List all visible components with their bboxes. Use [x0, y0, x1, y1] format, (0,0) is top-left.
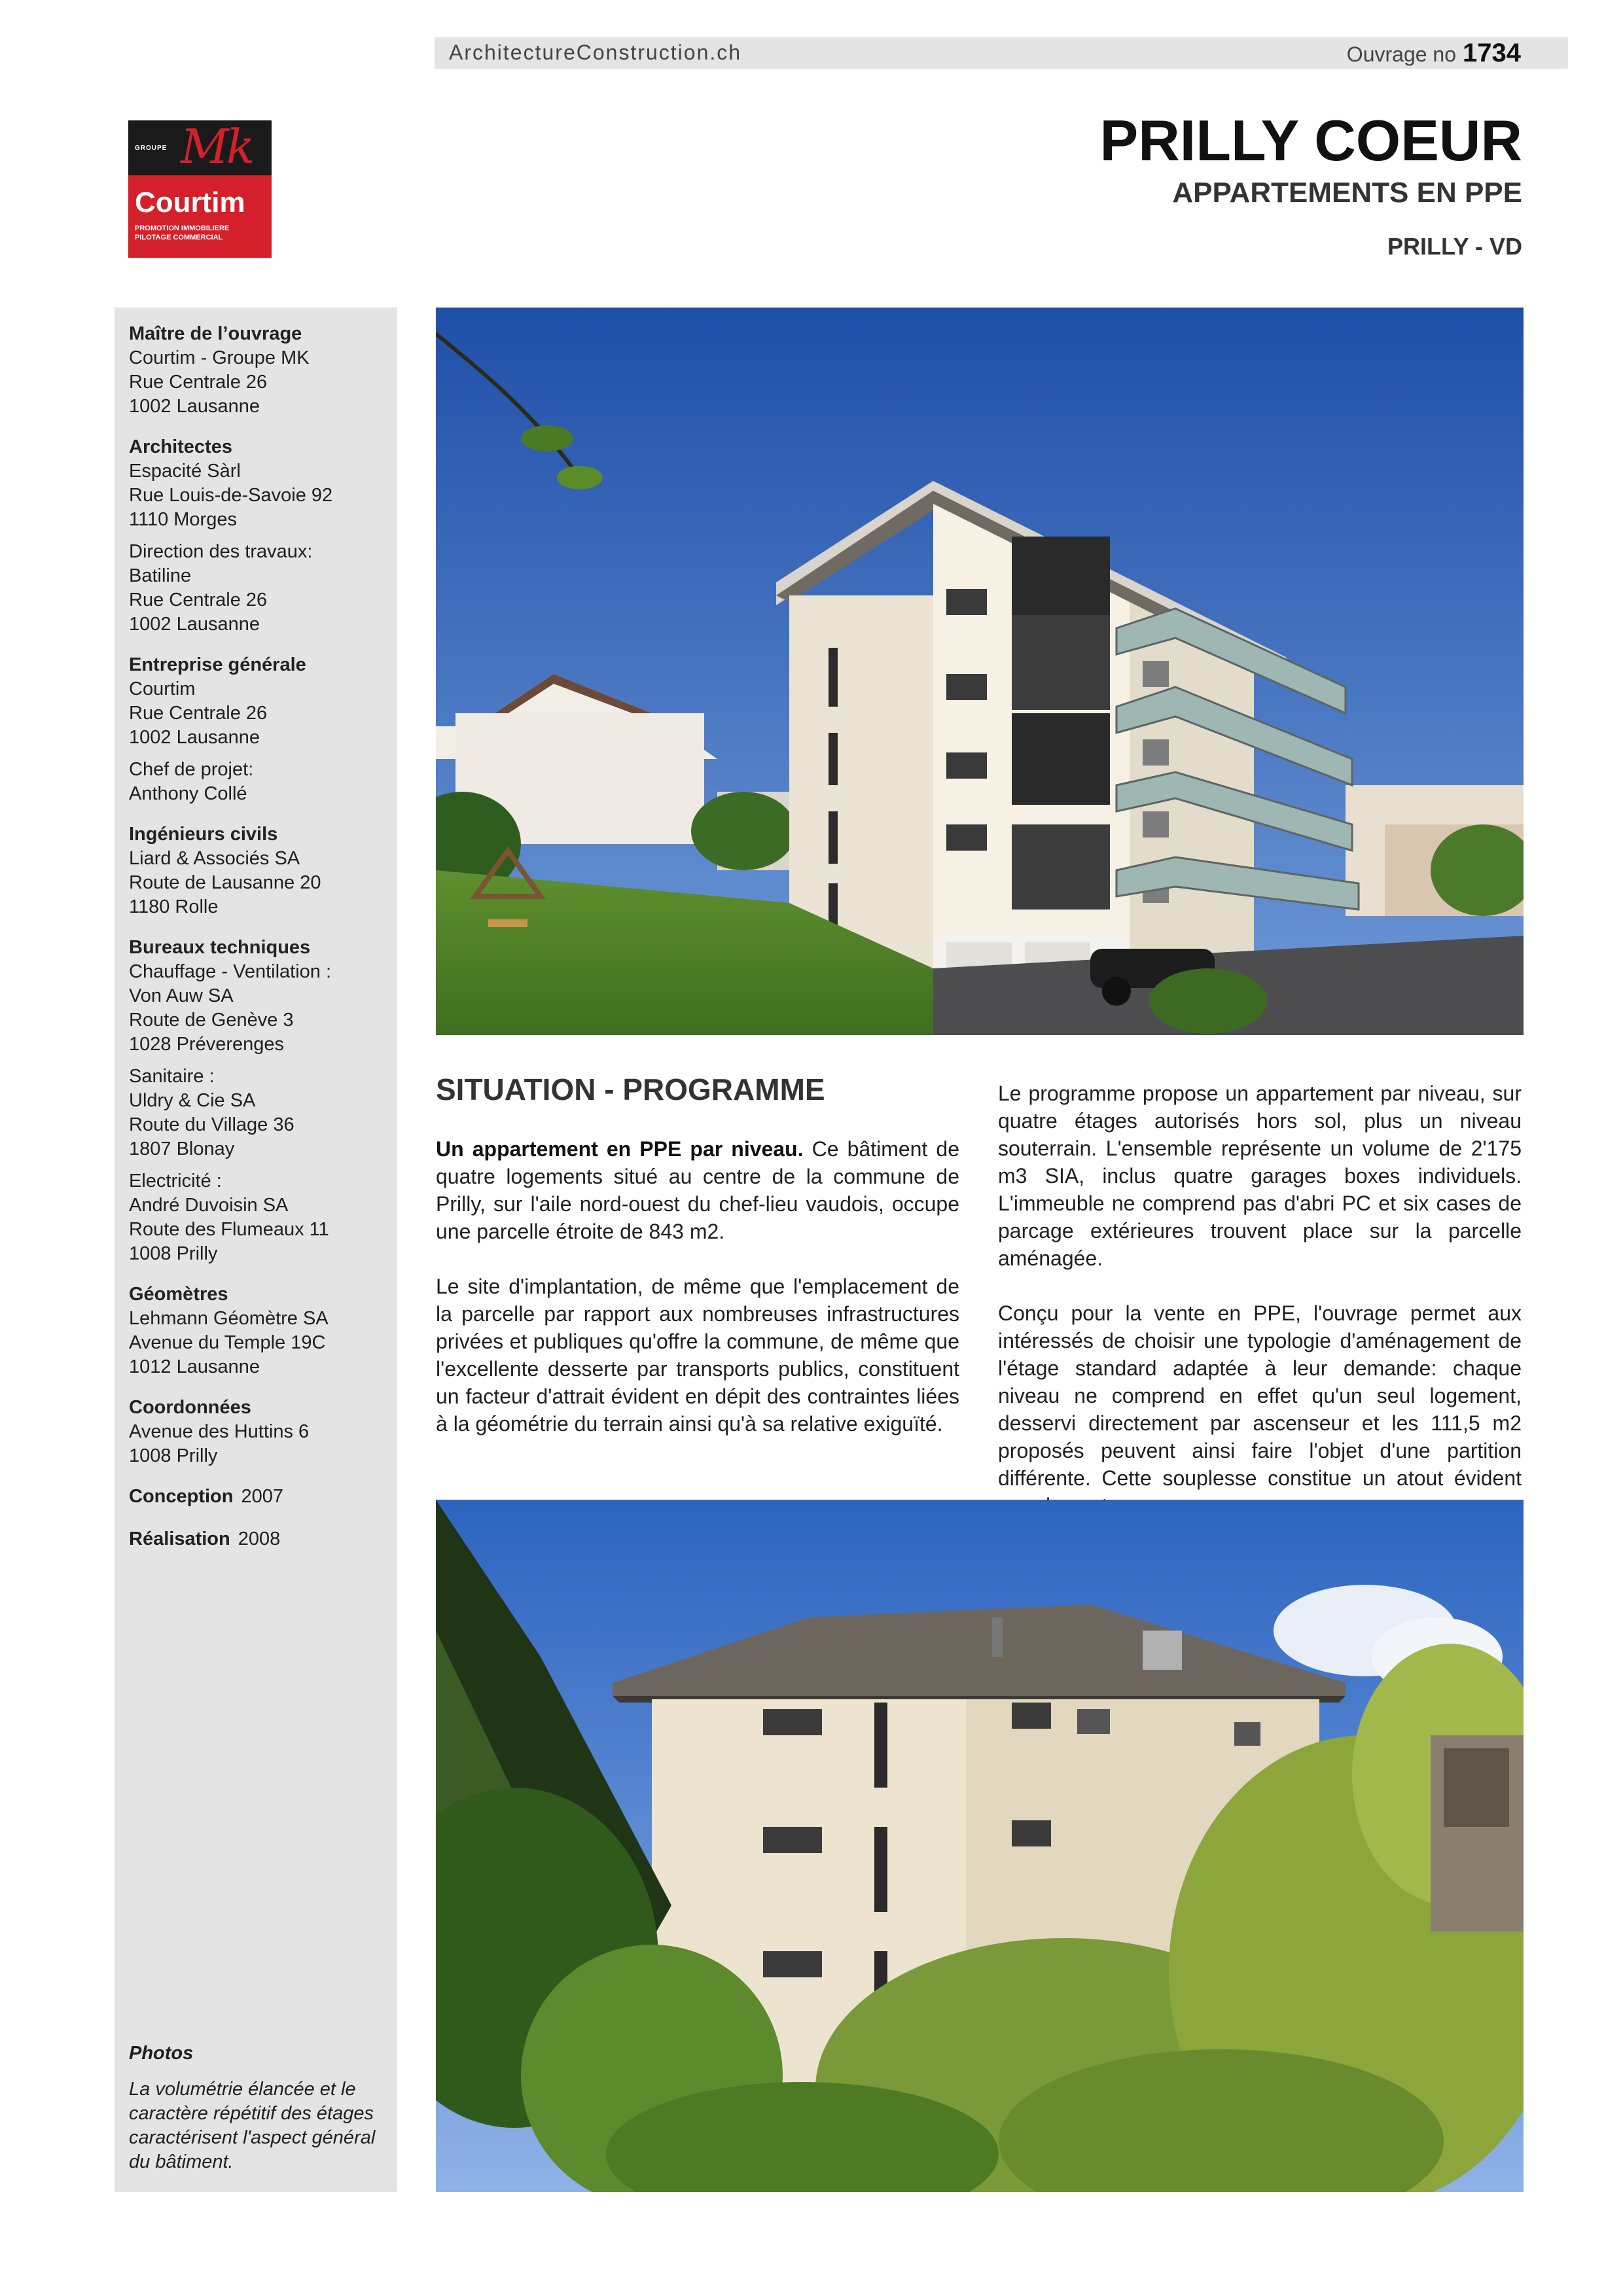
- article-column-right: [998, 1080, 1522, 1547]
- ouvrage-number: Ouvrage no 1734: [1346, 39, 1521, 67]
- project-location: PRILLY - VD: [1387, 233, 1522, 260]
- credit-civil-engineers: Ingénieurs civils Liard & Associés SA Route de Lausanne 20 1180 Rolle: [129, 824, 321, 917]
- credit-general-contractor: Entreprise générale Courtim Rue Centrale 26 1002 Lausanne: [129, 654, 306, 748]
- credit-project-lead: Chef de projet: Anthony Collé: [129, 759, 254, 804]
- credit-realisation: Réalisation 2008: [129, 1528, 281, 1549]
- section-title: SITUATION - PROGRAMME: [436, 1072, 825, 1106]
- logo-mk-mark: Mk: [181, 119, 253, 174]
- credit-surveyors: Géomètres Lehmann Géomètre SA Avenue du Temple 19C 1012 Lausanne: [129, 1284, 329, 1377]
- credit-sanitary: Sanitaire : Uldry & Cie SA Route du Village 36 1807 Blonay: [129, 1066, 294, 1159]
- article-paragraph-3: Le programme propose un appartement par niveau, sur quatre étages autorisés hors sol, plus un niveau souterrain. L'ensemble représente un volume de 2'175 m3 SIA, inclus quatre garages boxes individuels. L'immeuble ne comprend pas d'abri PC et six cases de parcage extérieures trouvent place sur la parcelle aménagée.: [998, 1082, 1522, 1270]
- credit-owner: Maître de l’ouvrage Courtim - Groupe MK Rue Centrale 26 1002 Lausanne: [129, 323, 310, 417]
- courtim-logo: [128, 120, 272, 258]
- credit-electricity: Electricité : André Duvoisin SA Route des Flumeaux 11 1008 Prilly: [129, 1171, 329, 1264]
- building-photo-secondary: [436, 1500, 1524, 2192]
- page-title: PRILLY COEUR: [1099, 108, 1522, 173]
- credit-direction: Direction des travaux: Batiline Rue Centrale 26 1002 Lausanne: [129, 541, 313, 635]
- site-name[interactable]: ArchitectureConstruction.ch: [449, 41, 742, 64]
- credits-sidebar: [115, 308, 397, 2192]
- photo-caption: Photos La volumétrie élancée et le caractère répétitif des étages caractérisent l'aspect général du bâtiment.: [129, 2043, 376, 2172]
- article-paragraph-1: Un appartement en PPE par niveau. Ce bâtiment de quatre logements situé au centre de la commune de Prilly, sur l'aile nord-ouest du chef-lieu vaudois, occupe une parcelle étroite de 843 m2.: [436, 1137, 959, 1243]
- credit-technical: Bureaux techniques Chauffage - Ventilation : Von Auw SA Route de Genève 3 1028 Préverenges: [129, 937, 332, 1055]
- article-paragraph-2: Le site d'implantation, de même que l'emplacement de la parcelle par rapport aux nombreuses infrastructures privées et publiques qu'offre la commune, de même que l'excellente desserte par transports publics, constituent un facteur d'attrait évident en dépit des contraintes liées à la géométrie du terrain ainsi qu'à sa relative exiguïté.: [436, 1275, 959, 1436]
- credit-conception: Conception 2007: [129, 1486, 284, 1507]
- header-bar: [435, 37, 1568, 69]
- building-photo-main: [436, 308, 1524, 1035]
- logo-tagline: PROMOTION IMMOBILIERE PILOTAGE COMMERCIAL: [135, 224, 230, 241]
- article-paragraph-4: Conçu pour la vente en PPE, l'ouvrage permet aux intéressés de choisir une typologie d'aménagement de l'étage standard adaptée à leur demande: chaque niveau ne comprend en effet qu'un seul logement, desservi directement par ascenseur et les 111,5 m2 proposés peuvent ainsi faire l'objet d'une partition différente. Cette souplesse constitue un atout évident: [998, 1301, 1522, 1490]
- credit-coordinates: Coordonnées Avenue des Huttins 6 1008 Prilly: [129, 1397, 310, 1466]
- credit-architects: Architectes Espacité Sàrl Rue Louis-de-Savoie 92 1110 Morges: [129, 436, 333, 530]
- article-column-left: [436, 1135, 959, 1465]
- logo-name: Courtim: [135, 186, 245, 219]
- logo-group-text: GROUPE: [135, 145, 168, 152]
- page-subtitle: APPARTEMENTS EN PPE: [1172, 177, 1522, 209]
